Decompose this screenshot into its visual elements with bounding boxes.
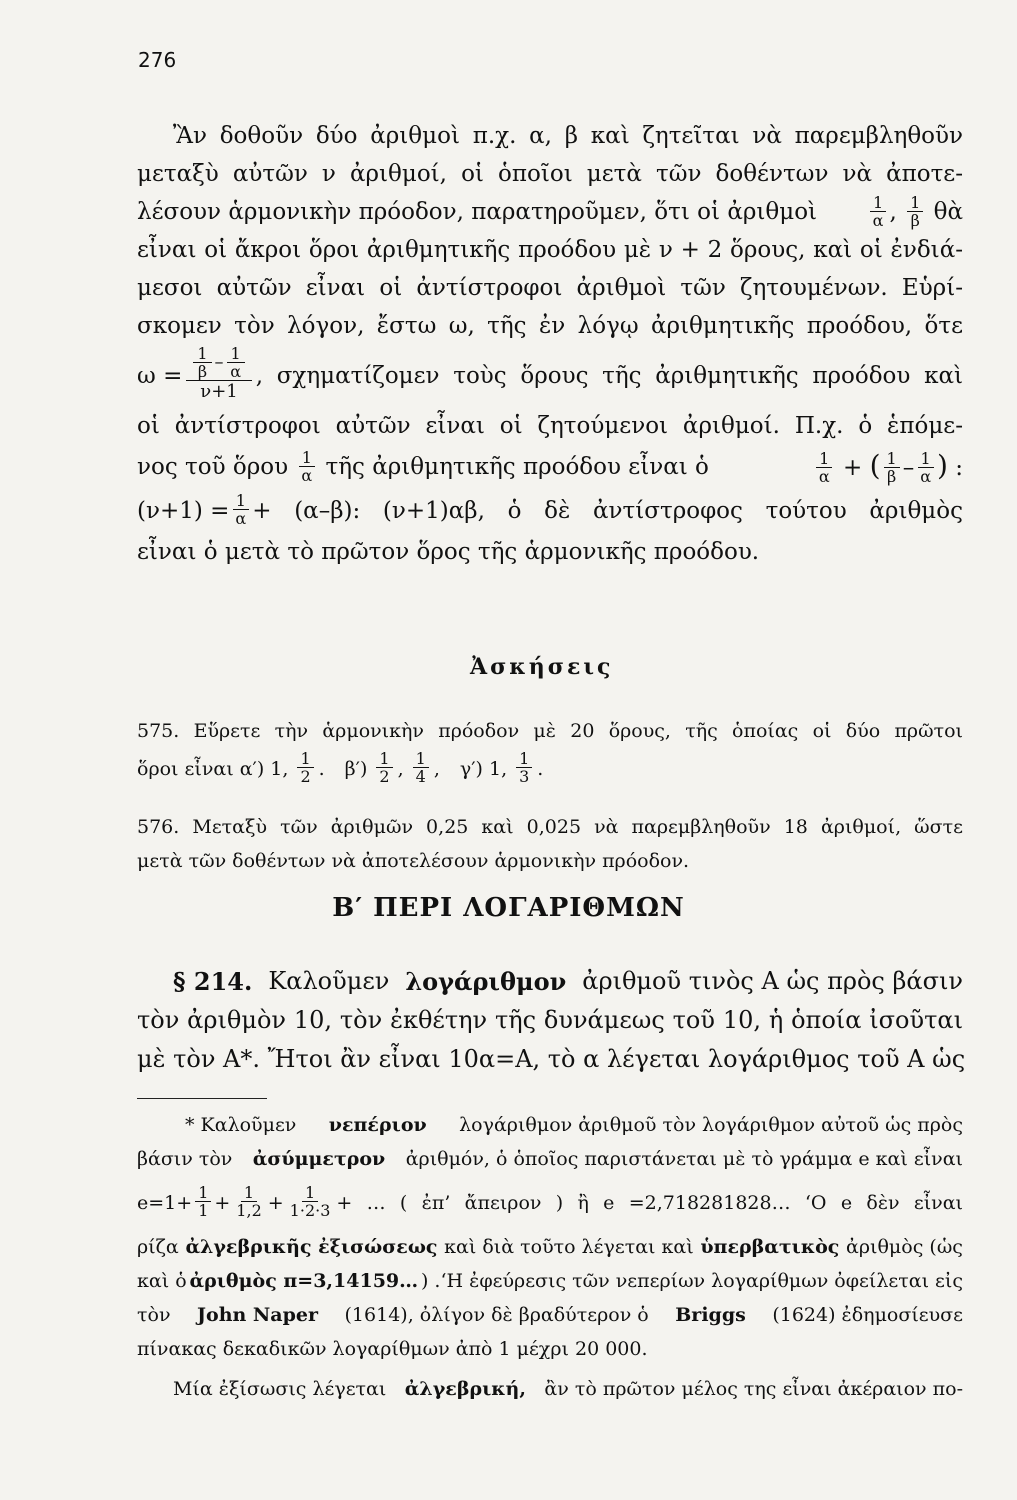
text-line: εἶναι οἱ ἄκροι ὅροι ἀριθμητικῆς προόδου μὲ ν + 2 ὅρους, καὶ οἱ ἐνδιά- xyxy=(137,237,963,263)
text-line: § 214. Καλοῦμεν λογάριθμον ἀριθμοῦ τινὸς Α ὡς πρὸς βάσιν xyxy=(173,967,963,996)
text-line: 575. Εὕρετε τὴν ἁρμονικὴν πρόοδον μὲ 20 ὅρους, τῆς ὁποίας οἱ δύο πρῶτοι xyxy=(137,720,963,742)
text-line: τὸν ἀριθμὸν 10, τὸν ἐκθέτην τῆς δυνάμεως τοῦ 10, ἡ ὁποία ἰσοῦται xyxy=(137,1006,963,1034)
fraction-1-over-alpha: $\frac{1}{\alpha}$ xyxy=(232,492,249,527)
omega-fraction: $\frac{1}{\beta}$ – $\frac{1}{\alpha}$ ν+1 xyxy=(186,345,251,402)
text-line: Μία ἐξίσωσις λέγεται ἀλγεβρική, ἂν τὸ πρῶτον μέλος της εἶναι ἀκέραιον πο- xyxy=(173,1378,963,1400)
text-line: σκομεν τὸν λόγον, ἔστω ω, τῆς ἐν λόγῳ ἀριθμητικῆς προόδου, ὅτε xyxy=(137,313,963,339)
page-number: 276 xyxy=(138,48,177,72)
section-214 xyxy=(137,962,966,1079)
text-line: μετὰ τῶν δοθέντων νὰ ἀποτελέσουν ἁρμονικὴν πρόοδον. xyxy=(137,850,690,872)
text-line: πίνακας δεκαδικῶν λογαρίθμων ἀπὸ 1 μέχρι 20 000. xyxy=(137,1338,648,1360)
exercise-575 xyxy=(137,714,963,790)
text-line: ρίζα ἀλγεβρικῆς ἐξισώσεως καὶ διὰ τοῦτο λέγεται καὶ ὑπερβατικὸς ἀριθμὸς (ὡς xyxy=(137,1236,963,1258)
text-line: νος τοῦ ὅρου $\frac{1}{\alpha}$ τῆς ἀριθμητικῆς προόδου εἶναι ὁ $\frac{1}{\alpha}$ + ( $\frac{1}{\beta}$ – $\frac{1}{\alpha}$ ) : xyxy=(137,447,963,486)
text-line: μεσοι αὐτῶν εἶναι οἱ ἀντίστροφοι ἀριθμοὶ τῶν ζητουμένων. Εὑρί- xyxy=(137,275,963,301)
text-line: οἱ ἀντίστροφοι αὐτῶν εἶναι οἱ ζητούμενοι ἀριθμοί. Π.χ. ὁ ἑπόμε- xyxy=(137,413,963,439)
chapter-title: Β′ ΠΕΡΙ ΛΟΓΑΡΙΘΜΩΝ xyxy=(332,893,685,923)
text-line: Ἂν δοθοῦν δύο ἀριθμοὶ π.χ. α, β καὶ ζητεῖται νὰ παρεμβληθοῦν xyxy=(173,123,963,149)
fraction-1-over-alpha: $\frac{1}{\alpha}$ xyxy=(298,449,315,484)
footnote-rule xyxy=(137,1098,267,1099)
text-line: ὅροι εἶναι α′) 1, $\frac{1}{2}$ . β′) $\frac{1}{2}$ , $\frac{1}{4}$ , γ′) 1, $\frac{1}{3}$ . xyxy=(137,748,544,786)
text-line: εἶναι ὁ μετὰ τὸ πρῶτον ὅρος τῆς ἁρμονικῆς προόδου. xyxy=(137,539,760,565)
text-line: 576. Μεταξὺ τῶν ἀριθμῶν 0,25 καὶ 0,025 νὰ παρεμβληθοῦν 18 ἀριθμοί, ὥστε xyxy=(137,816,963,838)
text-line: καὶ ὁ ἀριθμὸς π=3,14159… ) .‘Η ἐφεύρεσις τῶν νεπερίων λογαρίθμων ὀφείλεται εἰς xyxy=(137,1270,963,1292)
text-line: (ν+1) = $\frac{1}{\alpha}$ + (α–β): (ν+1)αβ, ὁ δὲ ἀντίστροφος τούτου ἀριθμὸς xyxy=(137,490,963,528)
text-line: βάσιν τὸν ἀσύμμετρον ἀριθμόν, ὁ ὁποῖος παριστάνεται μὲ τὸ γράμμα e καὶ εἶναι xyxy=(137,1148,963,1170)
exercises-heading: Ἀσκήσεις xyxy=(470,654,614,680)
omega-formula-line: ω = $\frac{1}{\beta}$ – $\frac{1}{\alpha}$ ν+1 , σχηματίζομεν τοὺς ὅρους τῆς ἀριθμητικῆς προόδου καὶ xyxy=(137,343,963,402)
text-line: μεταξὺ αὐτῶν ν ἀριθμοί, οἱ ὁποῖοι μετὰ τῶν δοθέντων νὰ ἀποτε- xyxy=(137,161,963,187)
text-line: λέσουν ἁρμονικὴν πρόοδον, παρατηροῦμεν, ὅτι οἱ ἀριθμοὶ $\frac{1}{\alpha}$ , $\frac{1}{\beta}$ θὰ xyxy=(137,192,963,230)
fraction-1-over-alpha: $\frac{1}{\alpha}$ xyxy=(870,194,887,229)
footnote xyxy=(137,1108,963,1406)
text-line: τὸν John Naper (1614), ὀλίγον δὲ βραδύτερον ὁ Briggs (1624) ἐδημοσίευσε xyxy=(137,1304,963,1326)
next-term-expression: $\frac{1}{\alpha}$ + ( $\frac{1}{\beta}$ – $\frac{1}{\alpha}$ ) : xyxy=(813,447,963,487)
text-line: μὲ τὸν Α*. Ἤτοι ἂν εἶναι 10α=Α, τὸ α λέγεται λογάριθμος τοῦ Α ὡς xyxy=(137,1045,966,1073)
exercise-576 xyxy=(137,810,963,878)
reciprocal-fractions: $\frac{1}{\alpha}$ , $\frac{1}{\beta}$ θὰ xyxy=(867,193,963,231)
fraction-1-over-beta: $\frac{1}{\beta}$ xyxy=(907,194,923,229)
text-line: * Καλοῦμεν νεπέριον λογάριθμον ἀριθμοῦ τὸν λογάριθμον αὐτοῦ ὡς πρὸς xyxy=(185,1114,963,1136)
e-series-line: e=1+ $\frac{1}{1}$ + $\frac{1}{1,2}$ + $\frac{1}{1\cdot 2\cdot 3}$ + … ( ἐπ’ ἄπειρον ) ἢ e =2,718281828… ‘Ο e δὲν εἶναι xyxy=(137,1182,963,1220)
harmonic-paragraph xyxy=(137,117,963,571)
